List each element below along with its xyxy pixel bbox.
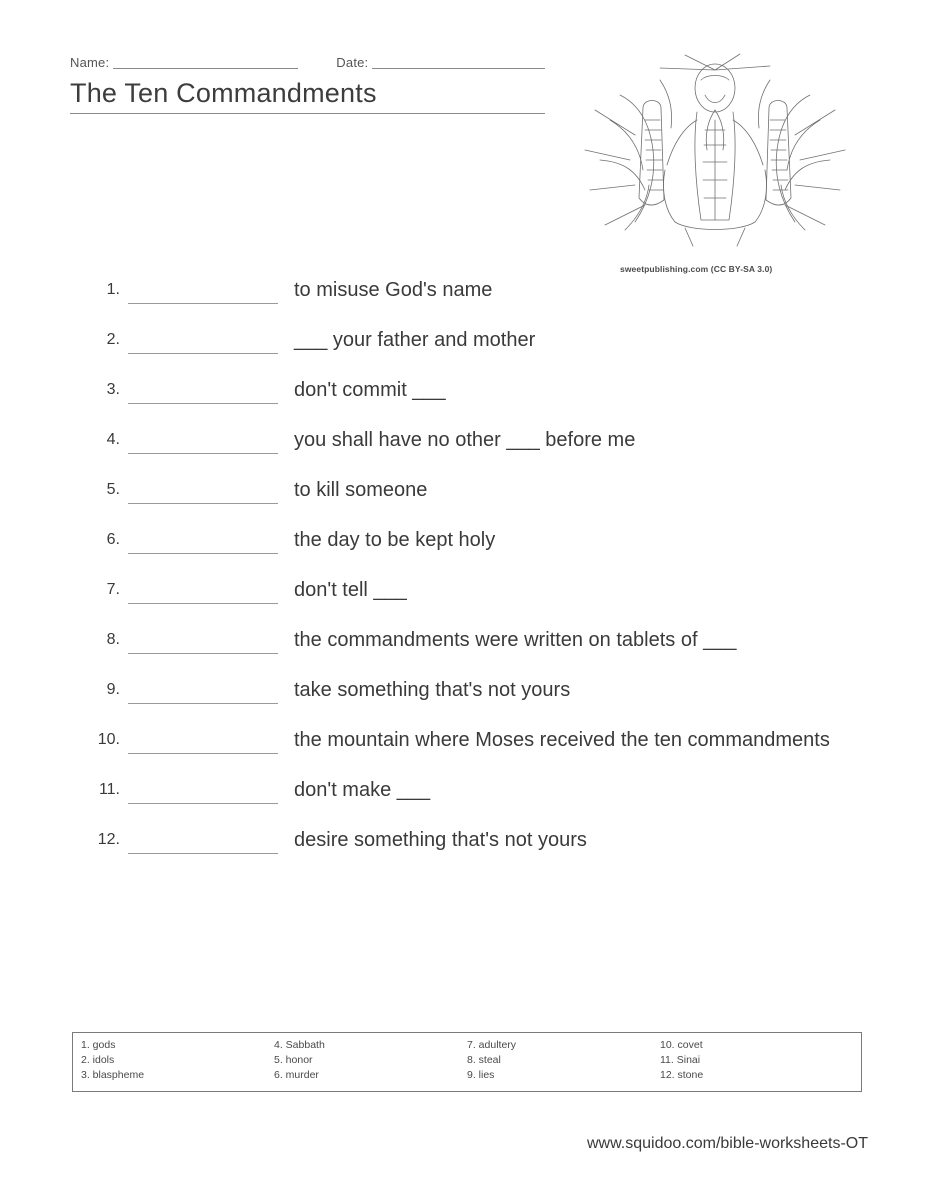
answer-blank[interactable] (128, 825, 278, 854)
question-number: 5. (106, 481, 120, 498)
question-list (70, 275, 870, 875)
answer-blank[interactable] (128, 775, 278, 804)
question-text: take something that's not yours (294, 679, 571, 701)
question-number: 7. (106, 581, 120, 598)
word-bank-item: 11. Sinai (660, 1053, 701, 1066)
question-row (70, 625, 870, 655)
question-row (70, 775, 870, 805)
worksheet-header (70, 48, 545, 114)
question-text: don't tell ___ (294, 579, 407, 601)
answer-blank[interactable] (128, 575, 278, 604)
question-number: 4. (106, 431, 120, 448)
question-text: the mountain where Moses received the ten commandments (294, 729, 830, 751)
word-bank-item: 8. steal (467, 1053, 501, 1066)
question-row (70, 725, 870, 755)
word-bank-column (274, 1038, 467, 1083)
question-row (70, 675, 870, 705)
name-label: Name: (70, 55, 110, 70)
answer-blank[interactable] (128, 675, 278, 704)
question-text: ___ your father and mother (294, 329, 536, 351)
answer-blank[interactable] (128, 325, 278, 354)
name-date-row (70, 48, 545, 70)
answer-blank[interactable] (128, 725, 278, 754)
question-row (70, 425, 870, 455)
question-text: to kill someone (294, 479, 428, 501)
moses-with-tablets-icon (565, 50, 865, 265)
word-bank-column (467, 1038, 660, 1083)
question-row (70, 475, 870, 505)
answer-blank[interactable] (128, 475, 278, 504)
word-bank-item: 5. honor (274, 1053, 313, 1066)
answer-blank[interactable] (128, 525, 278, 554)
question-number: 9. (106, 681, 120, 698)
question-number: 1. (106, 281, 120, 298)
question-row (70, 275, 870, 305)
question-text: the day to be kept holy (294, 529, 496, 551)
question-number: 3. (106, 381, 120, 398)
word-bank (72, 1032, 862, 1092)
question-number: 6. (106, 531, 120, 548)
question-row (70, 825, 870, 855)
word-bank-item: 2. idols (81, 1053, 115, 1066)
answer-blank[interactable] (128, 375, 278, 404)
word-bank-item: 6. murder (274, 1068, 319, 1081)
word-bank-item: 7. adultery (467, 1039, 517, 1051)
word-bank-item: 9. lies (467, 1068, 495, 1081)
question-number: 8. (106, 631, 120, 648)
question-number: 11. (98, 781, 120, 798)
name-write-line[interactable] (113, 54, 298, 69)
answer-blank[interactable] (128, 275, 278, 304)
word-bank-item: 1. gods (81, 1039, 116, 1051)
question-text: desire something that's not yours (294, 829, 587, 851)
answer-blank[interactable] (128, 625, 278, 654)
question-number: 12. (97, 831, 120, 848)
question-row (70, 325, 870, 355)
word-bank-item: 3. blaspheme (81, 1068, 145, 1081)
word-bank-item: 10. covet (660, 1039, 703, 1051)
question-number: 2. (106, 331, 120, 348)
footer-url: www.squidoo.com/bible-worksheets-OT (587, 1135, 868, 1152)
image-credit: sweetpublishing.com (CC BY-SA 3.0) (620, 264, 773, 274)
date-write-line[interactable] (372, 54, 545, 69)
question-text: to misuse God's name (294, 279, 493, 301)
page-title: The Ten Commandments (70, 70, 545, 114)
question-text: the commandments were written on tablets of ___ (294, 629, 737, 651)
word-bank-column (660, 1038, 853, 1083)
word-bank-column (81, 1038, 274, 1083)
question-text: don't commit ___ (294, 379, 446, 401)
question-number: 10. (97, 731, 120, 748)
word-bank-item: 12. stone (660, 1068, 704, 1081)
question-text: don't make ___ (294, 779, 431, 801)
question-row (70, 575, 870, 605)
word-bank-item: 4. Sabbath (274, 1039, 325, 1051)
question-row (70, 375, 870, 405)
question-row (70, 525, 870, 555)
question-text: you shall have no other ___ before me (294, 429, 636, 451)
date-label: Date: (336, 55, 369, 70)
answer-blank[interactable] (128, 425, 278, 454)
